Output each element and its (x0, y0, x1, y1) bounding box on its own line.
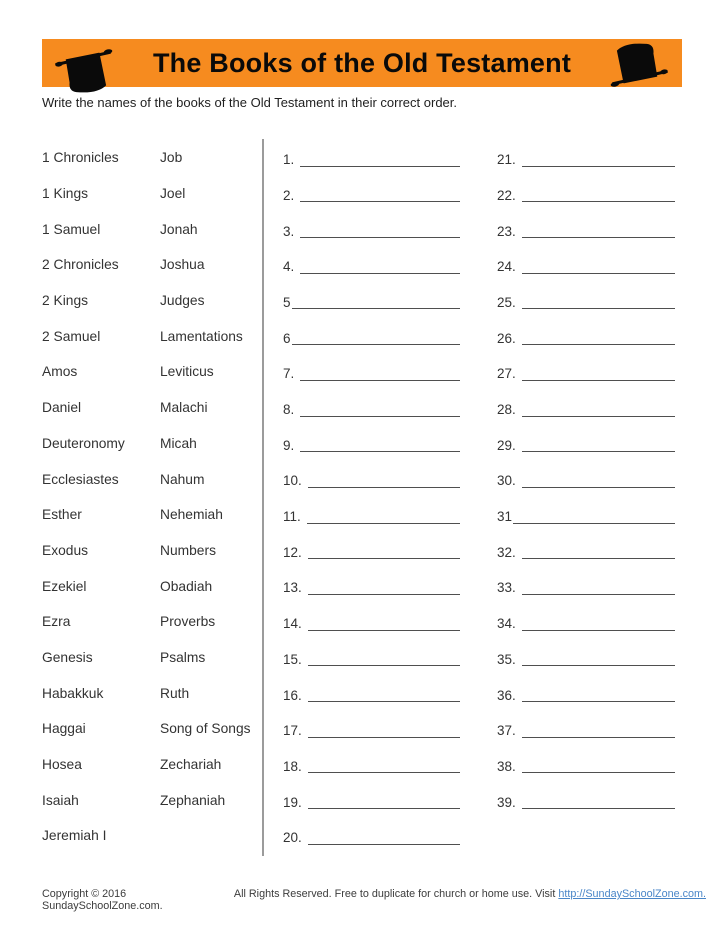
answer-blank-line (308, 808, 460, 809)
answer-number: 17. (283, 723, 302, 739)
scroll-icon (55, 44, 113, 94)
answer-number: 12. (283, 544, 302, 560)
word-bank-item: Esther (42, 507, 82, 523)
answer-row (497, 354, 675, 390)
answer-blank-line (292, 344, 460, 345)
answer-blank-line (522, 451, 675, 452)
word-bank-item: Obadiah (160, 578, 213, 594)
answer-blank-line (522, 380, 675, 381)
word-bank-item: 1 Kings (42, 186, 89, 202)
answer-number: 32. (497, 544, 516, 560)
answer-row (497, 318, 675, 354)
answer-row (283, 711, 460, 747)
answer-blank-line (522, 416, 675, 417)
answer-number: 33. (497, 580, 516, 596)
answer-number: 26. (497, 330, 516, 346)
answer-row (283, 497, 460, 533)
word-bank-item: Hosea (42, 757, 82, 773)
word-bank-item: 2 Chronicles (42, 257, 119, 273)
word-bank-item: Nahum (160, 471, 205, 487)
answer-row (497, 604, 675, 640)
answer-blank-line (522, 308, 675, 309)
word-bank-column-a (42, 140, 154, 854)
answer-row (497, 283, 675, 319)
word-bank-item: Nehemiah (160, 507, 223, 523)
answer-number: 7. (283, 366, 295, 382)
answer-blank-line (522, 701, 675, 702)
answer-number: 5 (283, 294, 291, 310)
word-bank-item: Exodus (42, 542, 89, 558)
answer-number: 8. (283, 402, 295, 417)
answer-row (497, 568, 675, 604)
answer-row (283, 604, 460, 640)
vertical-divider (262, 139, 264, 856)
word-bank-item: Joshua (160, 257, 205, 273)
answer-row (283, 747, 460, 783)
word-bank-item: 1 Samuel (42, 221, 101, 237)
instruction-text: Write the names of the books of the Old Testament in their correct order. (42, 95, 458, 110)
answer-blank-line (522, 772, 675, 773)
answer-blank-line (308, 701, 460, 702)
answer-row (497, 747, 675, 783)
answer-blank-line (308, 558, 460, 559)
answer-blank-line (522, 344, 675, 345)
answer-number: 24. (497, 259, 516, 275)
answer-number: 30. (497, 473, 516, 489)
answer-number: 31 (497, 509, 513, 525)
answer-blank-line (522, 237, 675, 238)
answer-number: 27. (497, 366, 516, 382)
word-bank-item: Isaiah (42, 792, 79, 808)
title-banner (42, 39, 682, 87)
answer-number: 13. (283, 580, 302, 596)
answer-number: 34. (497, 616, 516, 632)
answer-row (283, 461, 460, 497)
answer-blank-line (522, 665, 675, 666)
word-bank-item: Malachi (160, 400, 208, 416)
answer-number: 6 (283, 330, 291, 346)
answer-blank-line (522, 594, 675, 595)
answer-blank-line (307, 523, 460, 524)
word-bank-item: Zephaniah (160, 792, 226, 808)
answer-number: 35. (497, 651, 516, 667)
answer-row (497, 675, 675, 711)
answer-row (497, 211, 675, 247)
answer-column-1 (283, 140, 460, 854)
answer-row (283, 782, 460, 818)
word-bank-item: Jonah (160, 221, 198, 237)
answer-blank-line (300, 166, 460, 167)
answer-number: 39. (497, 794, 516, 810)
answer-column-2 (497, 140, 675, 818)
answer-number: 4. (283, 259, 295, 275)
answer-blank-line (308, 665, 460, 666)
answer-row (283, 247, 460, 283)
answer-blank-line (522, 166, 675, 167)
word-bank-item: Ezekiel (42, 578, 87, 594)
word-bank-item: Ezra (42, 614, 71, 630)
word-bank-item: 1 Chronicles (42, 150, 119, 166)
word-bank-item: Judges (160, 293, 205, 309)
answer-row (283, 283, 460, 319)
answer-row (283, 426, 460, 462)
page-title: The Books of the Old Testament (152, 47, 572, 78)
word-bank-item: Joel (160, 186, 186, 202)
answer-number: 36. (497, 687, 516, 703)
answer-number: 28. (497, 402, 516, 417)
answer-blank-line (300, 237, 460, 238)
answer-number: 2. (283, 187, 295, 203)
rights-text-body: All Rights Reserved. Free to duplicate for church or home use. Visit (233, 888, 559, 900)
answer-number: 15. (283, 651, 302, 667)
answer-number: 9. (283, 437, 295, 453)
answer-blank-line (300, 380, 460, 381)
scroll-icon (606, 42, 672, 92)
word-bank-item: 2 Kings (42, 293, 89, 309)
word-bank-item: Numbers (160, 542, 216, 558)
answer-number: 22. (497, 187, 516, 203)
word-bank-item: Zechariah (160, 757, 222, 773)
answer-row (283, 318, 460, 354)
word-bank-item: Amos (42, 364, 78, 380)
word-bank-item: Job (160, 150, 183, 166)
word-bank-item: Song of Songs (160, 721, 251, 737)
answer-blank-line (308, 487, 460, 488)
answer-blank-line (522, 737, 675, 738)
answer-blank-line (513, 523, 675, 524)
word-bank-item: 2 Samuel (42, 328, 101, 344)
answer-row (497, 782, 675, 818)
answer-number: 29. (497, 437, 516, 453)
website-link[interactable]: http://SundaySchoolZone.com. (558, 888, 706, 900)
word-bank-item: Habakkuk (42, 685, 104, 701)
answer-row (283, 140, 460, 176)
word-bank-item: Psalms (160, 649, 206, 665)
answer-number: 20. (283, 830, 302, 846)
answer-blank-line (292, 308, 460, 309)
answer-number: 19. (283, 794, 302, 810)
answer-blank-line (308, 844, 460, 845)
answer-blank-line (308, 630, 460, 631)
answer-row (283, 640, 460, 676)
answer-row (497, 640, 675, 676)
answer-number: 3. (283, 223, 295, 239)
answer-blank-line (300, 451, 460, 452)
word-bank-item: Lamentations (160, 328, 243, 344)
word-bank-item: Daniel (42, 400, 82, 416)
answer-blank-line (522, 808, 675, 809)
answer-number: 38. (497, 758, 516, 774)
answer-number: 21. (497, 152, 516, 168)
answer-blank-line (522, 273, 675, 274)
word-bank-item: Haggai (42, 721, 86, 737)
word-bank-item: Proverbs (160, 614, 216, 630)
word-bank-item: Genesis (42, 649, 93, 665)
answer-blank-line (308, 594, 460, 595)
answer-blank-line (300, 416, 460, 417)
answer-row (497, 426, 675, 462)
answer-row (283, 390, 460, 426)
answer-blank-line (300, 273, 460, 274)
answer-row (497, 390, 675, 426)
answer-number: 1. (283, 152, 295, 168)
answer-row (283, 354, 460, 390)
answer-number: 14. (283, 616, 302, 632)
answer-number: 11. (283, 509, 301, 525)
answer-blank-line (308, 772, 460, 773)
answer-row (497, 247, 675, 283)
answer-row (497, 711, 675, 747)
answer-row (497, 176, 675, 212)
answer-blank-line (300, 201, 460, 202)
word-bank-column-b (160, 140, 260, 818)
word-bank-item: Jeremiah I (42, 828, 107, 844)
page-footer (42, 888, 706, 912)
answer-row (283, 211, 460, 247)
answer-row (283, 675, 460, 711)
answer-blank-line (522, 558, 675, 559)
answer-number: 16. (283, 687, 302, 703)
word-bank-item: Ecclesiastes (42, 471, 119, 487)
answer-row (283, 568, 460, 604)
rights-text (234, 888, 706, 900)
word-bank-item: Ruth (160, 685, 190, 701)
word-bank-item: Leviticus (160, 364, 214, 380)
answer-number: 10. (283, 473, 302, 489)
answer-row (283, 533, 460, 569)
answer-blank-line (522, 201, 675, 202)
word-bank-item: Deuteronomy (42, 435, 125, 451)
answer-blank-line (308, 737, 460, 738)
answer-number: 23. (497, 223, 516, 239)
answer-number: 18. (283, 758, 302, 774)
answer-blank-line (522, 487, 675, 488)
answer-number: 25. (497, 294, 516, 310)
answer-row (497, 140, 675, 176)
answer-row (497, 533, 675, 569)
answer-row (283, 818, 460, 854)
answer-blank-line (522, 630, 675, 631)
answer-row (497, 461, 675, 497)
word-bank-item: Micah (160, 435, 197, 451)
answer-row (283, 176, 460, 212)
copyright-text: Copyright © 2016 SundaySchoolZone.com. (42, 888, 163, 912)
answer-row (497, 497, 675, 533)
answer-number: 37. (497, 723, 516, 739)
